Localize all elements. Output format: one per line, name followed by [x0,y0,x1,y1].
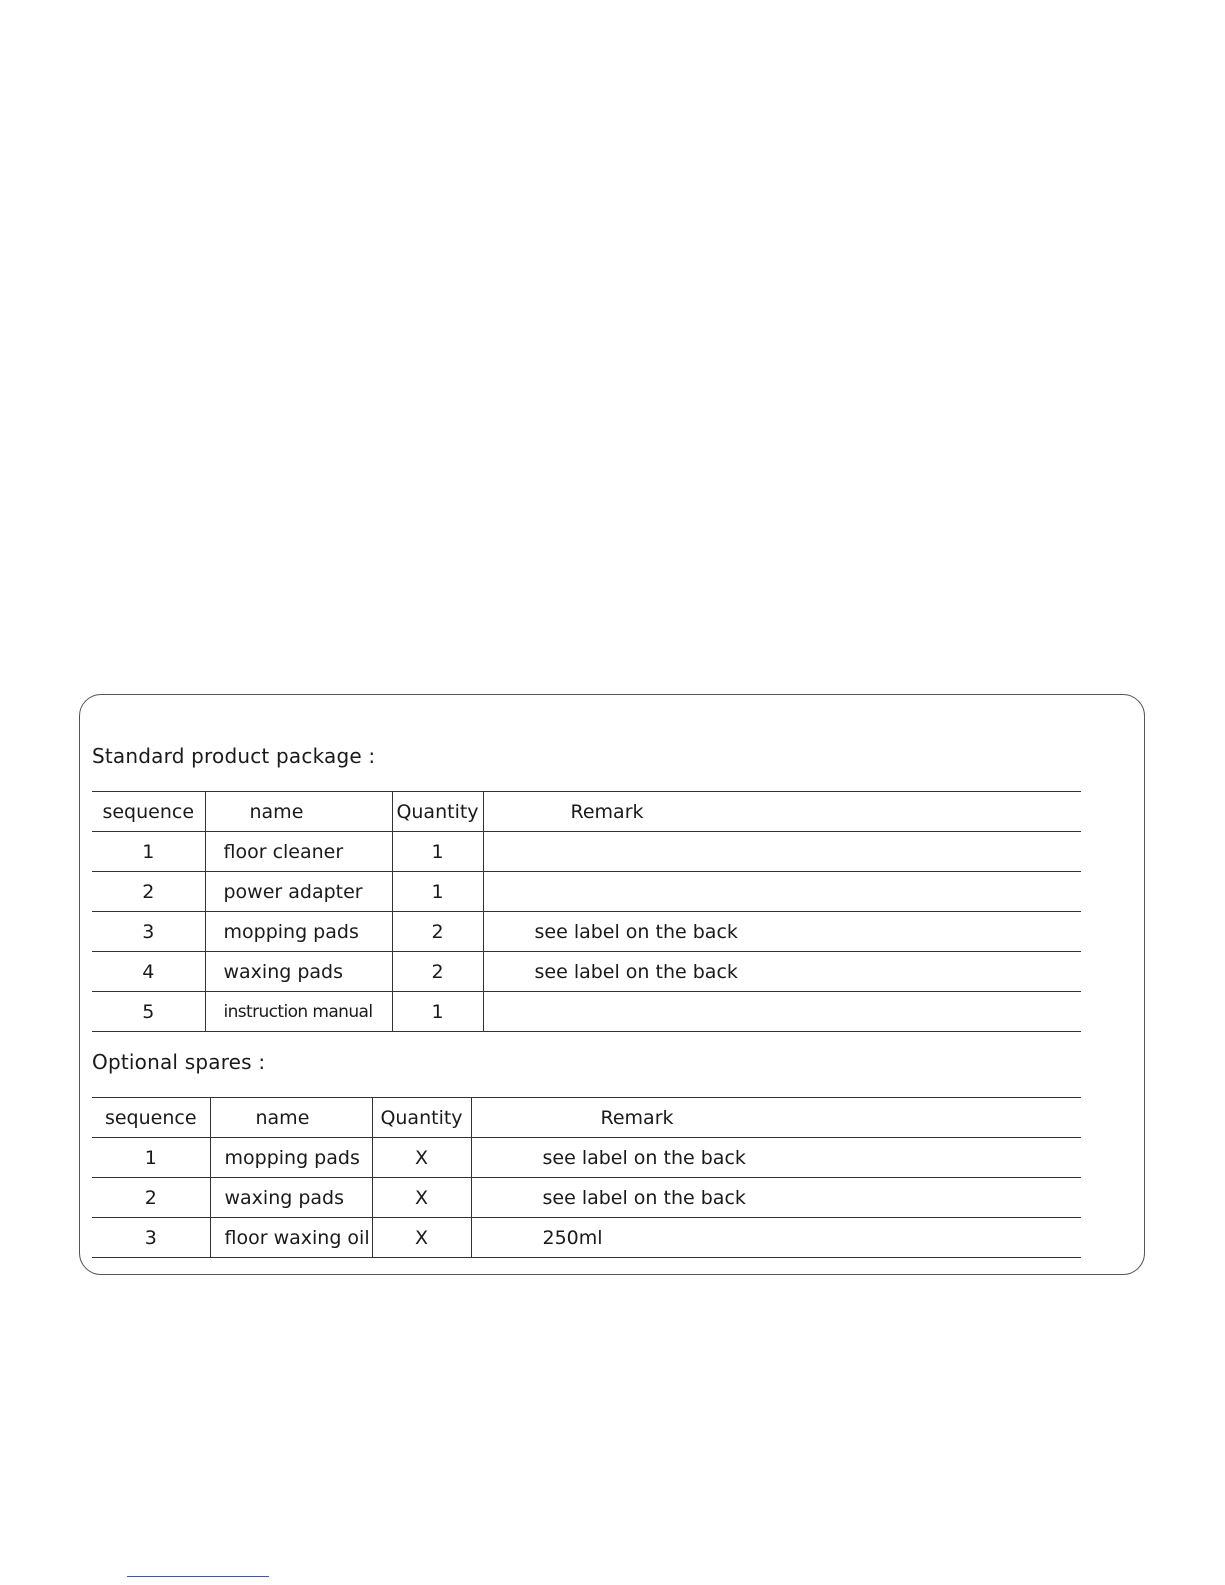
optional-spares-table [92,1097,1081,1258]
header-name: name [210,1098,372,1138]
table-row [92,1178,1081,1218]
cell-quantity: X [372,1178,471,1218]
footer-link-underline [127,1576,269,1577]
table-row [92,992,1081,1032]
cell-remark: see label on the back [471,1138,1081,1178]
table-row [92,1218,1081,1258]
table-row [92,832,1081,872]
cell-quantity: 2 [392,912,483,952]
cell-name: instruction manual [205,992,392,1032]
cell-quantity: 1 [392,872,483,912]
table-row [92,912,1081,952]
cell-quantity: X [372,1138,471,1178]
cell-quantity: 2 [392,952,483,992]
header-sequence: sequence [92,792,205,832]
header-quantity: Quantity [392,792,483,832]
cell-sequence: 5 [92,992,205,1032]
cell-remark: see label on the back [471,1178,1081,1218]
cell-remark [483,872,1081,912]
table-row [92,872,1081,912]
cell-name: waxing pads [205,952,392,992]
table-row [92,952,1081,992]
cell-remark [483,832,1081,872]
optional-spares-title: Optional spares : [92,1050,266,1074]
header-quantity: Quantity [372,1098,471,1138]
header-name: name [205,792,392,832]
cell-name: mopping pads [210,1138,372,1178]
cell-sequence: 2 [92,872,205,912]
cell-sequence: 3 [92,1218,210,1258]
cell-remark: 250ml [471,1218,1081,1258]
cell-sequence: 2 [92,1178,210,1218]
standard-package-title: Standard product package : [92,744,376,768]
header-remark: Remark [471,1098,1081,1138]
cell-name: power adapter [205,872,392,912]
table-row [92,1138,1081,1178]
cell-quantity: 1 [392,832,483,872]
cell-sequence: 4 [92,952,205,992]
table-header-row [92,1098,1081,1138]
table-header-row [92,792,1081,832]
cell-name: floor waxing oil [210,1218,372,1258]
header-sequence: sequence [92,1098,210,1138]
cell-name: mopping pads [205,912,392,952]
cell-name: waxing pads [210,1178,372,1218]
standard-package-table [92,791,1081,1032]
cell-sequence: 3 [92,912,205,952]
cell-remark [483,992,1081,1032]
cell-remark: see label on the back [483,912,1081,952]
cell-name: floor cleaner [205,832,392,872]
cell-quantity: X [372,1218,471,1258]
cell-sequence: 1 [92,1138,210,1178]
cell-sequence: 1 [92,832,205,872]
cell-remark: see label on the back [483,952,1081,992]
header-remark: Remark [483,792,1081,832]
cell-quantity: 1 [392,992,483,1032]
